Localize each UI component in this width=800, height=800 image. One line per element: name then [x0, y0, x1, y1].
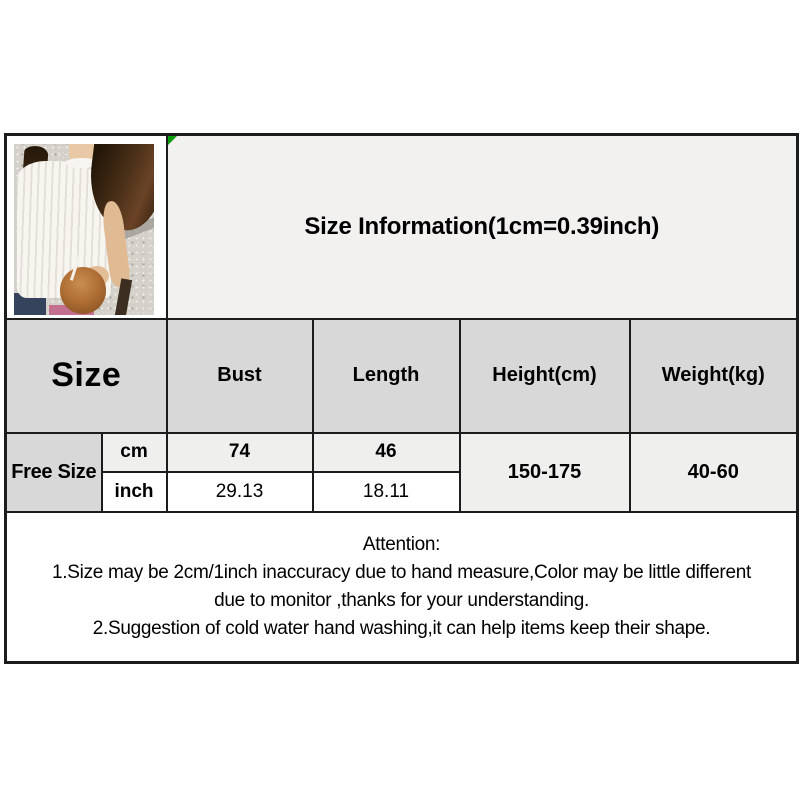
bust-cm-value: 74: [167, 433, 313, 472]
size-chart-table: [4, 133, 799, 664]
product-photo: [14, 144, 154, 315]
weight-header: Weight(kg): [630, 319, 798, 433]
page-title: Size Information(1cm=0.39inch): [304, 212, 660, 240]
free-size-label: Free Size: [6, 433, 102, 512]
banner-cell: [167, 135, 798, 319]
bust-inch-value: 29.13: [167, 472, 313, 512]
length-header: Length: [313, 319, 460, 433]
size-chart-sheet: [4, 133, 799, 664]
attention-heading: Attention:: [362, 533, 441, 555]
size-corner-header: Size: [6, 319, 167, 433]
length-cm-value: 46: [313, 433, 460, 472]
attention-section: [6, 512, 798, 663]
coconut-drink: [60, 267, 106, 313]
length-inch-value: 18.11: [313, 472, 460, 512]
attention-line-2: due to monitor ,thanks for your understanding.: [214, 589, 589, 611]
unit-inch-label: inch: [102, 472, 167, 512]
green-corner-flag-icon: [168, 136, 177, 145]
attention-line-3: 2.Suggestion of cold water hand washing,it can help items keep their shape.: [92, 617, 711, 639]
weight-range-value: 40-60: [630, 433, 798, 512]
height-range-value: 150-175: [460, 433, 630, 512]
bust-header: Bust: [167, 319, 313, 433]
height-header: Height(cm): [460, 319, 630, 433]
unit-cm-label: cm: [102, 433, 167, 472]
attention-line-1: 1.Size may be 2cm/1inch inaccuracy due to hand measure,Color may be little different: [52, 561, 751, 583]
photo-cell: [6, 135, 167, 319]
